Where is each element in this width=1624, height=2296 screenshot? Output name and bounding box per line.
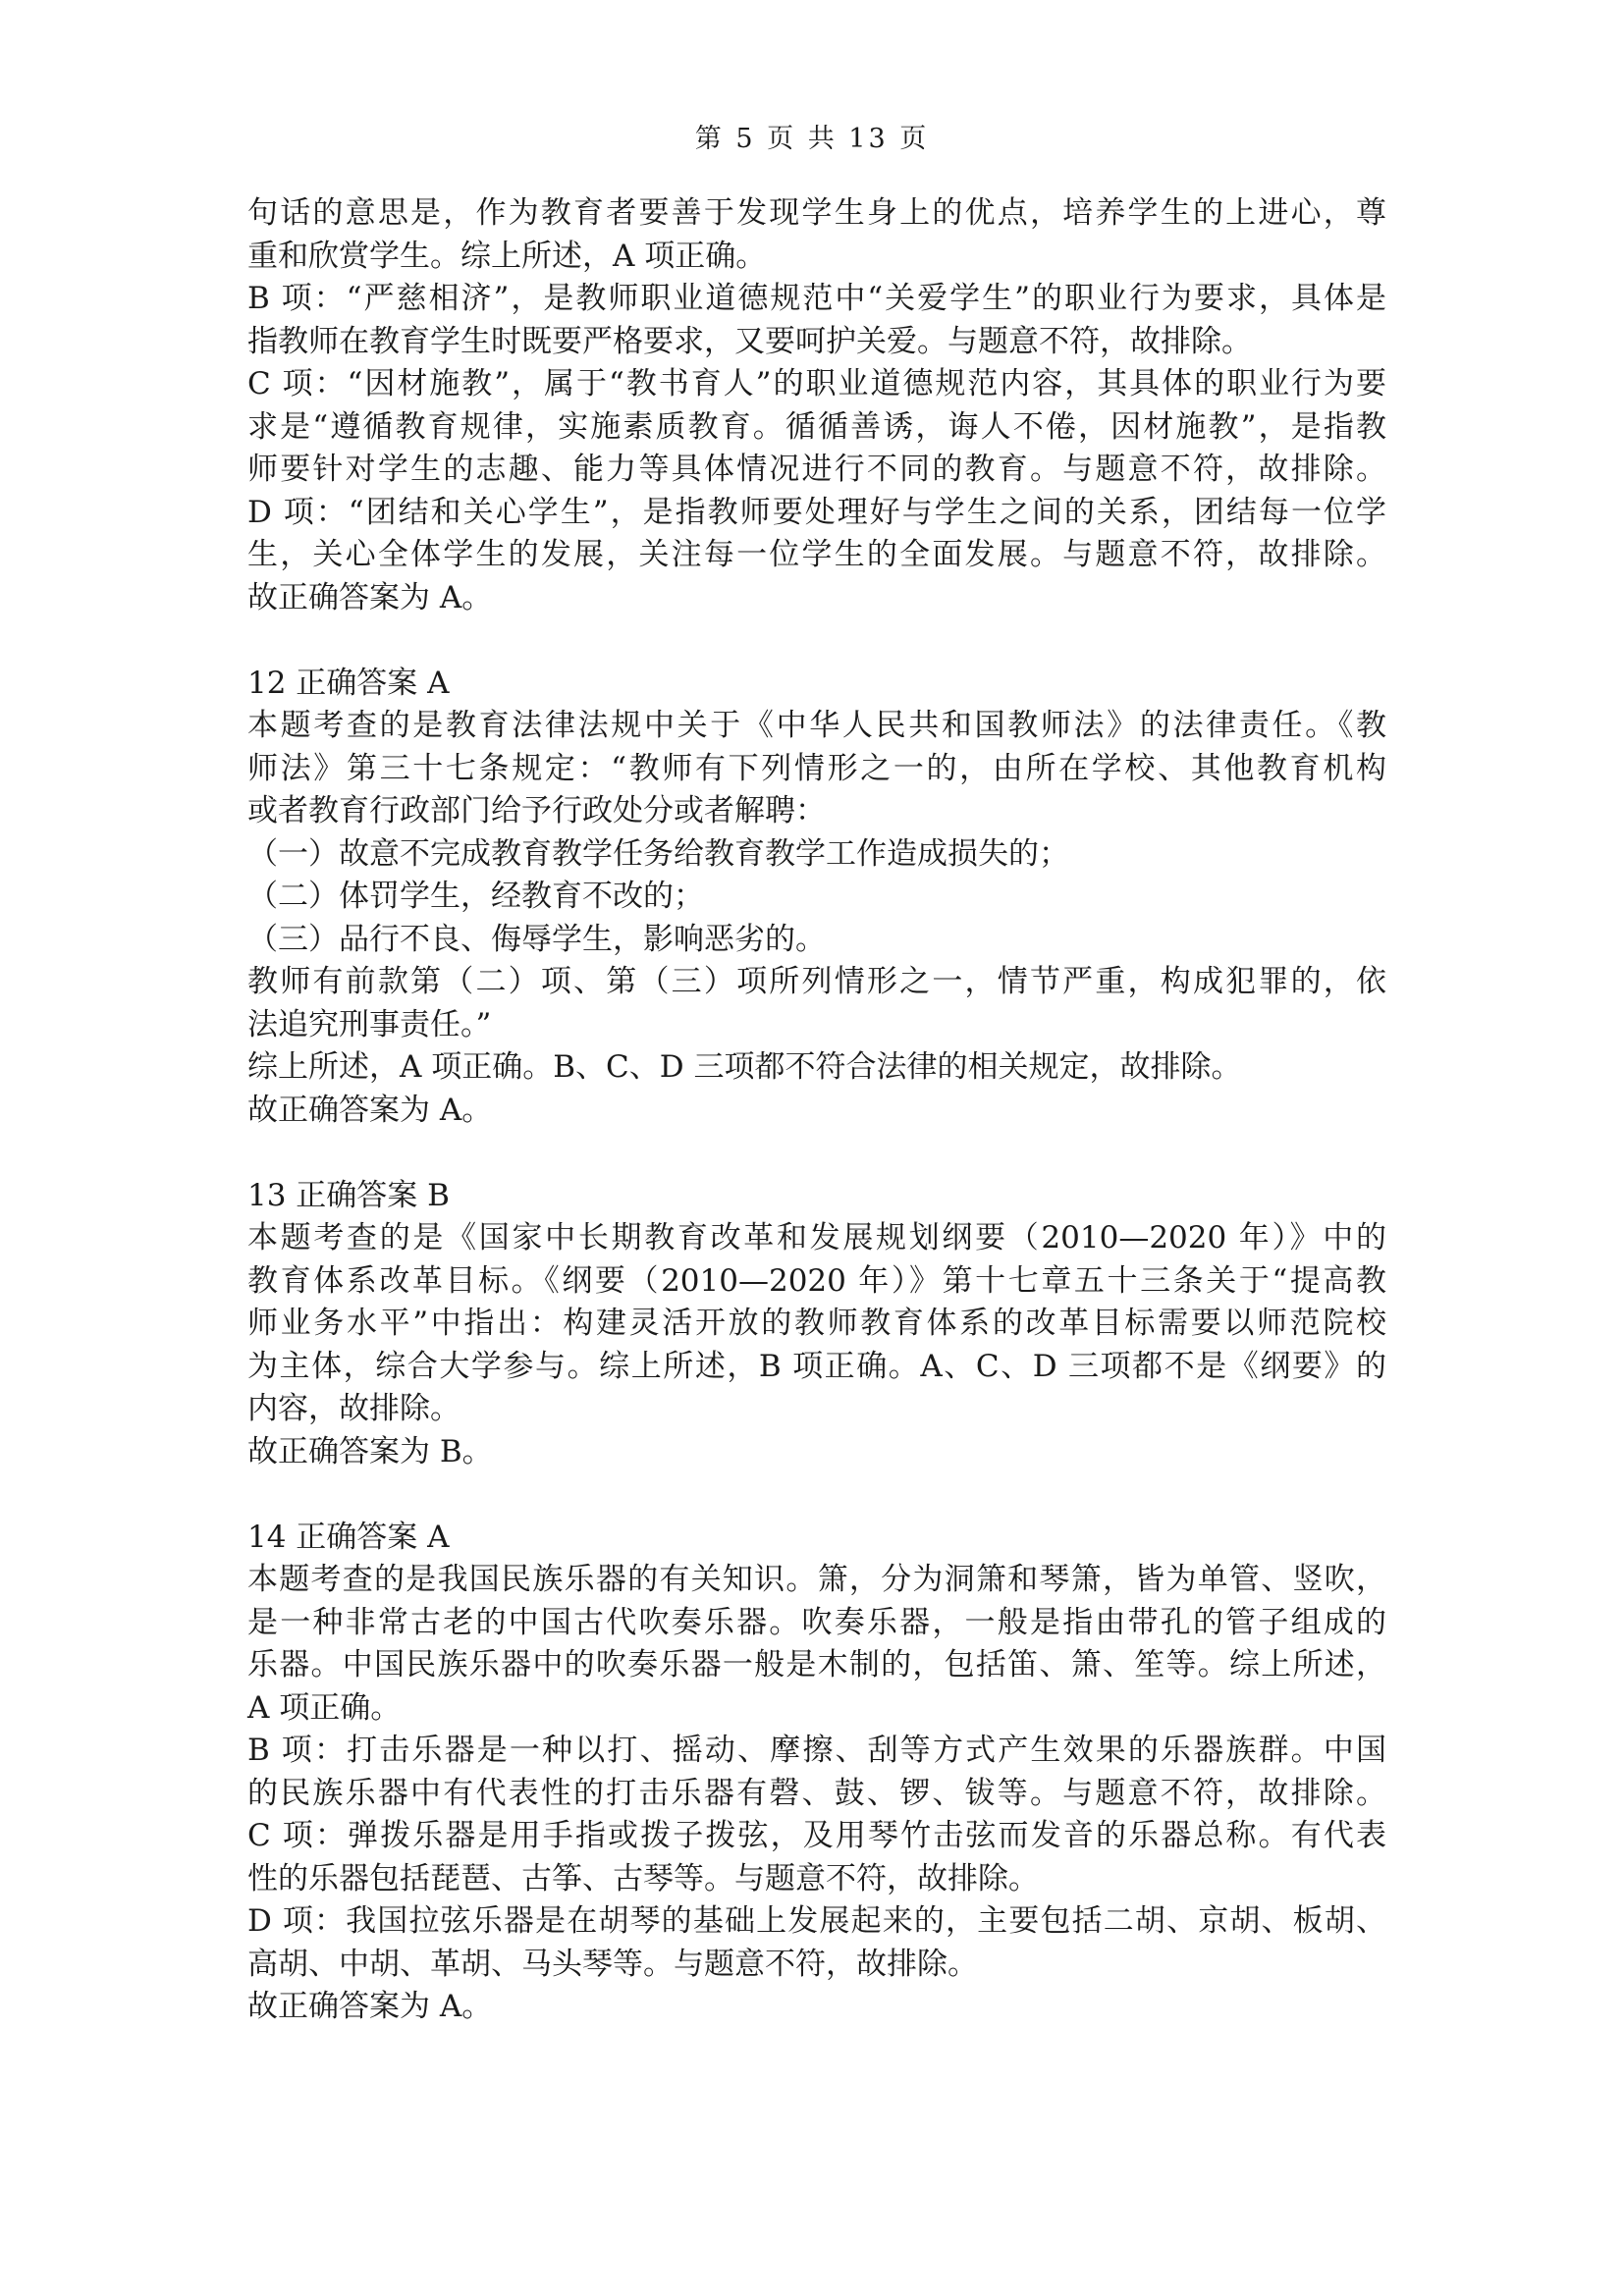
text-line: 师业务水平”中指出：构建灵活开放的教师教育体系的改革目标需要以师范院校 bbox=[247, 1306, 1386, 1341]
text-line: 是一种非常古老的中国古代吹奏乐器。吹奏乐器，一般是指由带孔的管子组成的 bbox=[247, 1604, 1386, 1640]
text-line: 师要针对学生的志趣、能力等具体情况进行不同的教育。与题意不符，故排除。 bbox=[247, 452, 1386, 487]
text-line: 或者教育行政部门给予行政处分或者解聘： bbox=[247, 793, 826, 828]
text-line: 内容，故排除。 bbox=[247, 1391, 460, 1426]
text-line: 句话的意思是，作为教育者要善于发现学生身上的优点，培养学生的上进心，尊 bbox=[247, 195, 1386, 231]
text-line: 生，关心全体学生的发展，关注每一位学生的全面发展。与题意不符，故排除。 bbox=[247, 537, 1386, 572]
text-line: 指教师在教育学生时既要严格要求，又要呵护关爱。与题意不符，故排除。 bbox=[247, 323, 1252, 359]
text-line: 法追究刑事责任。” bbox=[247, 1006, 492, 1042]
text-line: 求是“遵循教育规律，实施素质教育。循循善诱，诲人不倦，因材施教”，是指教 bbox=[247, 408, 1386, 445]
text-line: 本题考查的是《国家中长期教育改革和发展规划纲要（2010—2020 年）》中的 bbox=[247, 1220, 1386, 1255]
text-line: 故正确答案为 A。 bbox=[247, 579, 493, 615]
text-line: 本题考查的是我国民族乐器的有关知识。箫，分为洞箫和琴箫，皆为单管、竖吹， bbox=[247, 1562, 1386, 1597]
text-line: B 项：“严慈相济”，是教师职业道德规范中“关爱学生”的职业行为要求，具体是 bbox=[247, 281, 1386, 316]
answer-heading: 14 正确答案 A bbox=[247, 1519, 450, 1555]
text-line: B 项：打击乐器是一种以打、摇动、摩擦、刮等方式产生效果的乐器族群。中国 bbox=[247, 1733, 1386, 1768]
text-line: （一）故意不完成教育教学任务给教育教学工作造成损失的； bbox=[247, 835, 1069, 872]
answer-block-q13 bbox=[247, 1175, 1386, 1474]
text-line: 故正确答案为 A。 bbox=[247, 1092, 493, 1128]
text-line: 教育体系改革目标。《纲要（2010—2020 年）》第十七章五十三条关于“提高教 bbox=[247, 1262, 1386, 1299]
text-line: 故正确答案为 B。 bbox=[247, 1433, 493, 1469]
text-line: 综上所述，A 项正确。B、C、D 三项都不符合法律的相关规定，故排除。 bbox=[247, 1049, 1242, 1085]
text-line: 性的乐器包括琵琶、古筝、古琴等。与题意不符，故排除。 bbox=[247, 1860, 1039, 1896]
answer-heading: 12 正确答案 A bbox=[247, 665, 450, 701]
text-line: 师法》第三十七条规定：“教师有下列情形之一的，由所在学校、其他教育机构 bbox=[247, 750, 1386, 786]
text-line: C 项：“因材施教”，属于“教书育人”的职业道德规范内容，其具体的职业行为要 bbox=[247, 366, 1386, 401]
text-line: （三）品行不良、侮辱学生，影响恶劣的。 bbox=[247, 921, 826, 957]
text-line: （二）体罚学生，经教育不改的； bbox=[247, 879, 704, 914]
text-line: D 项：“团结和关心学生”，是指教师要处理好与学生之间的关系，团结每一位学 bbox=[247, 494, 1386, 530]
text-line: D 项：我国拉弦乐器是在胡琴的基础上发展起来的，主要包括二胡、京胡、板胡、 bbox=[247, 1903, 1386, 1939]
text-line: 本题考查的是教育法律法规中关于《中华人民共和国教师法》的法律责任。《教 bbox=[247, 708, 1386, 743]
text-line: 的民族乐器中有代表性的打击乐器有磬、鼓、锣、钹等。与题意不符，故排除。 bbox=[247, 1775, 1386, 1811]
document-body bbox=[247, 192, 1386, 2029]
text-line: C 项：弹拨乐器是用手指或拨子拨弦，及用琴竹击弦而发音的乐器总称。有代表 bbox=[247, 1818, 1386, 1853]
answer-heading: 13 正确答案 B bbox=[247, 1177, 450, 1213]
text-line: 故正确答案为 A。 bbox=[247, 1989, 493, 2024]
text-line: 乐器。中国民族乐器中的吹奏乐器一般是木制的，包括笛、箫、笙等。综上所述， bbox=[247, 1647, 1386, 1682]
text-line: 高胡、中胡、革胡、马头琴等。与题意不符，故排除。 bbox=[247, 1946, 978, 1982]
answer-block-q11-continued bbox=[247, 192, 1386, 619]
text-line: 为主体，综合大学参与。综上所述，B 项正确。A、C、D 三项都不是《纲要》的 bbox=[247, 1348, 1386, 1384]
text-line: A 项正确。 bbox=[247, 1689, 402, 1726]
text-line: 重和欣赏学生。综上所述，A 项正确。 bbox=[247, 238, 767, 274]
text-line: 教师有前款第（二）项、第（三）项所列情形之一，情节严重，构成犯罪的，依 bbox=[247, 964, 1386, 999]
answer-block-q14 bbox=[247, 1517, 1386, 2029]
answer-block-q12 bbox=[247, 663, 1386, 1133]
page-number-header: 第 5 页 共 13 页 bbox=[694, 124, 930, 154]
